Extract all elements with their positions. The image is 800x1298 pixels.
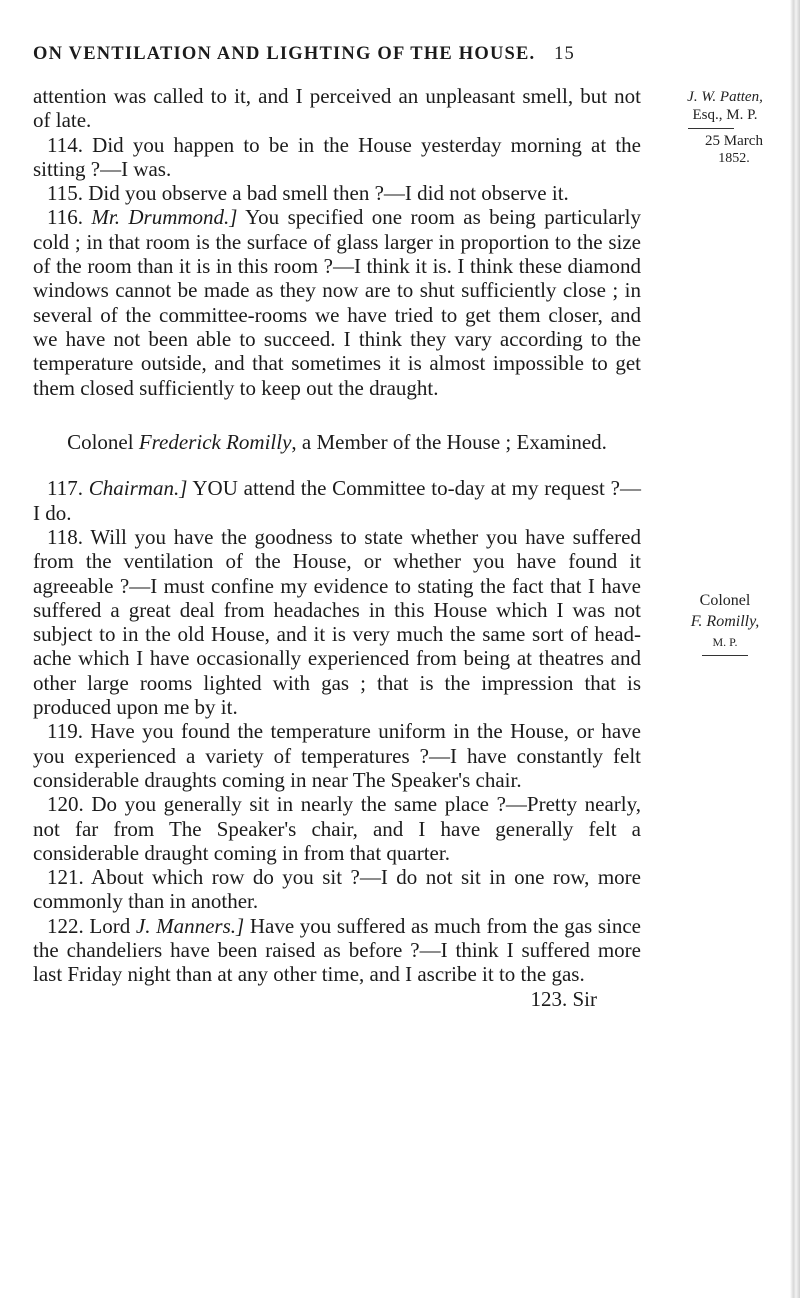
question-122 bbox=[33, 914, 641, 987]
page-number: 15 bbox=[554, 44, 575, 64]
question-number: 117. bbox=[47, 476, 89, 501]
heading-description: , a Member of the House ; Examined. bbox=[291, 429, 607, 454]
question-118: 118. Will you have the goodness to state whether you have suffered from the ventilation of the House, or whether you have found it agreeable ?—I must confine my evidence to stating the fact that I have suffered a great deal from headaches in this House which I was not subject to in the old House, and it is very much the same sort of head-ache which I have occasionally experienced from being at theatres and other large rooms lighted with gas ; that is the impression that is produced upon me by it. bbox=[33, 524, 641, 720]
question-121: 121. About which row do you sit ?—I do not sit in one row, more commonly than in another. bbox=[33, 865, 641, 914]
question-text: You specified one room as being particularly cold ; in that room is the surface of glass larger in proportion to the size of the room than it is in this room ?—I think it is. I think these diamond windows cannot be made as they now are to shut sufficiently close ; in several of the committee-rooms we have tried to get them closer, and we have not been able to succeed. I think they vary according to the temperature outside, and that sometimes it is almost impossible to get them closed sufficiently to keep out the draught. bbox=[33, 205, 641, 400]
heading-rank: Colonel bbox=[67, 429, 139, 454]
margin-note-rule bbox=[688, 128, 734, 129]
margin-note-year: 1852. bbox=[718, 151, 750, 166]
margin-note-title: M. P. bbox=[712, 635, 738, 649]
margin-note-name: F. Romilly, bbox=[690, 613, 760, 630]
heading-witness-name: Frederick Romilly bbox=[138, 429, 292, 454]
question-number: 122. Lord bbox=[47, 913, 136, 938]
paragraph-continuation: attention was called to it, and I perceived an unpleasant smell, but not of late. bbox=[33, 84, 641, 133]
catchword: 123. Sir bbox=[530, 986, 597, 1011]
witness-heading bbox=[33, 430, 641, 455]
margin-note-witness-patten bbox=[650, 88, 800, 168]
question-114: 114. Did you happen to be in the House yesterday morning at the sitting ?—I was. bbox=[33, 132, 641, 181]
question-115: 115. Did you observe a bad smell then ?—I did not observe it. bbox=[47, 181, 569, 206]
speaker-name: J. Manners.] bbox=[135, 913, 245, 938]
margin-note-title: Esq., M. P. bbox=[692, 107, 758, 123]
margin-note-rule bbox=[702, 655, 748, 656]
question-117 bbox=[33, 476, 641, 525]
speaker-name: Mr. Drummond.] bbox=[91, 205, 238, 230]
running-head bbox=[33, 44, 573, 65]
margin-note-name: J. W. Patten, bbox=[687, 89, 763, 105]
margin-note-witness-romilly bbox=[650, 590, 800, 658]
page-body bbox=[33, 84, 641, 1011]
margin-note-date: 25 March bbox=[705, 133, 763, 149]
question-number: 116. bbox=[47, 205, 92, 230]
margin-note-rank: Colonel bbox=[699, 592, 751, 609]
speaker-name: Chairman.] bbox=[88, 476, 188, 501]
question-120: 120. Do you generally sit in nearly the same place ?—Pretty nearly, not far from The Speaker's chair, and I have generally felt a considerable draught coming in from that quarter. bbox=[33, 792, 641, 865]
question-119: 119. Have you found the temperature uniform in the House, or have you experienced a variety of temperatures ?—I have constantly felt considerable draughts coming in near The Speaker's chair. bbox=[33, 719, 641, 792]
question-text: Have you suffered as much from the gas since the chandeliers have been raised as before ?—I think I suffered more last Friday night than at any other time, and I ascribe it to the gas. bbox=[33, 913, 641, 987]
header-title: ON VENTILATION AND LIGHTING OF THE HOUSE. bbox=[33, 44, 536, 64]
question-116 bbox=[33, 205, 641, 399]
question-text: YOU attend the Committee to-day at my request ?—I do. bbox=[33, 476, 641, 525]
